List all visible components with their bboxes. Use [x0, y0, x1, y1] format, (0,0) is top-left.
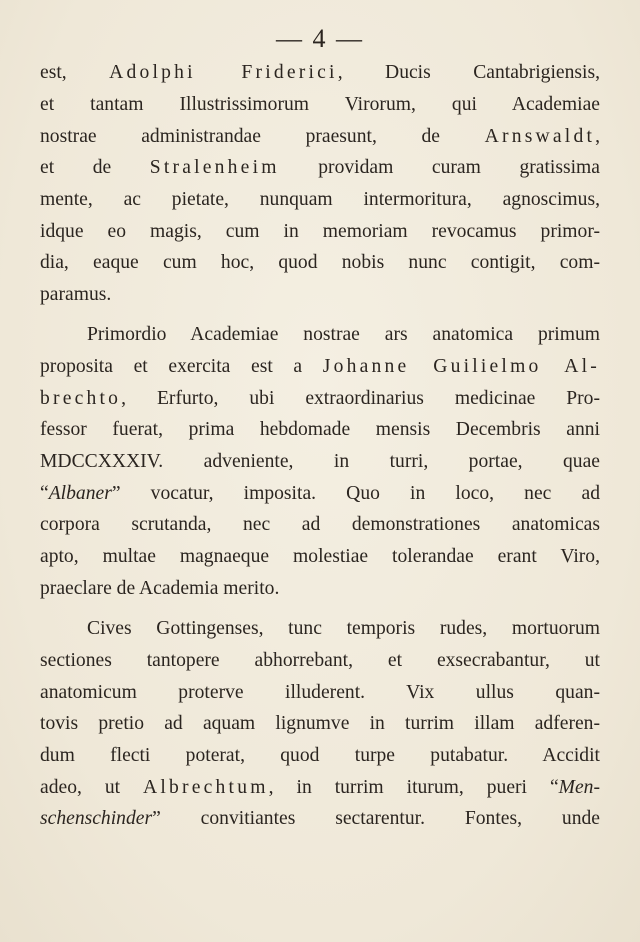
text-run: “ [40, 483, 49, 504]
text-run: et de [40, 157, 150, 178]
text-run: nostrae administrandae praesunt, de [40, 126, 485, 147]
text-line [40, 127, 600, 147]
spaced-name: Johanne Guilielmo Al- [322, 356, 601, 377]
text-line [40, 285, 600, 305]
text-line [40, 651, 600, 671]
text-line [40, 547, 600, 567]
text-line [40, 253, 600, 273]
page-number: — 4 — [276, 24, 364, 53]
text-run: ” vocatur, imposita. Quo in loco, nec ad [111, 483, 600, 504]
text-line [40, 683, 600, 703]
italic-term: Men- [558, 777, 600, 798]
text-run: et tantam Illustrissimorum Virorum, qui Academiae [40, 94, 600, 115]
text-line [40, 357, 600, 377]
spaced-name: Stralenheim [149, 157, 280, 178]
italic-term: Albaner [48, 483, 112, 504]
text-line [40, 778, 600, 798]
text-run: anatomicum proterve illuderent. Vix ullus quan- [40, 682, 600, 703]
text-run: , [595, 126, 600, 147]
text-line [40, 579, 600, 599]
text-run: sectiones tantopere abhorrebant, et exsecrabantur, ut [40, 650, 600, 671]
text-line [40, 63, 600, 83]
text-run: adeo, ut [40, 777, 144, 798]
text-line [87, 325, 600, 345]
text-run: dia, eaque cum hoc, quod nobis nunc contigit, com- [40, 252, 600, 273]
spaced-name: Adolphi Friderici [109, 62, 338, 83]
text-line [40, 158, 600, 178]
text-run: idque eo magis, cum in memoriam revocamus primor- [40, 221, 600, 242]
text-line [40, 714, 600, 734]
text-run: , in turrim iturum, pueri “ [268, 777, 559, 798]
text-run: Primordio Academiae nostrae ars anatomica primum [87, 324, 600, 345]
text-line [87, 619, 600, 639]
spaced-name: Arnswaldt [484, 126, 596, 147]
text-run: , Ducis Cantabrigiensis, [337, 62, 601, 83]
text-run: paramus. [40, 284, 112, 305]
text-line [40, 190, 600, 210]
text-run: fessor fuerat, prima hebdomade mensis Decembris anni [40, 419, 600, 440]
text-line [40, 452, 600, 472]
text-line [40, 95, 600, 115]
text-run: ” convitiantes sectarentur. Fontes, unde [152, 808, 600, 829]
text-line [40, 746, 600, 766]
text-line [40, 515, 600, 535]
text-run: dum flecti poterat, quod turpe putabatur. Accidit [40, 745, 600, 766]
text-run: Cives Gottingenses, tunc temporis rudes, mortuorum [87, 618, 600, 639]
text-line [40, 222, 600, 242]
text-run: providam curam gratissima [279, 157, 600, 178]
text-line [40, 420, 600, 440]
text-run: MDCCXXXIV. adveniente, in turri, portae, quae [40, 451, 600, 472]
text-run: mente, ac pietate, nunquam intermoritura, agnoscimus, [40, 189, 600, 210]
italic-term: schenschinder [40, 808, 153, 829]
spaced-name: Albrechtum [143, 777, 269, 798]
text-run: apto, multae magnaeque molestiae tolerandae erant Viro, [40, 546, 600, 567]
text-run: corpora scrutanda, nec ad demonstrationes anatomicas [40, 514, 600, 535]
text-run: tovis pretio ad aquam lignumve in turrim illam adferen- [40, 713, 600, 734]
text-line [40, 389, 600, 409]
text-line [40, 809, 600, 829]
spaced-name: brechto [40, 388, 122, 409]
text-run: proposita et exercita est a [40, 356, 323, 377]
text-run: est, [40, 62, 110, 83]
text-run: , Erfurto, ubi extraordinarius medicinae Pro- [121, 388, 600, 409]
text-run: praeclare de Academia merito. [40, 578, 280, 599]
text-line [40, 484, 600, 504]
